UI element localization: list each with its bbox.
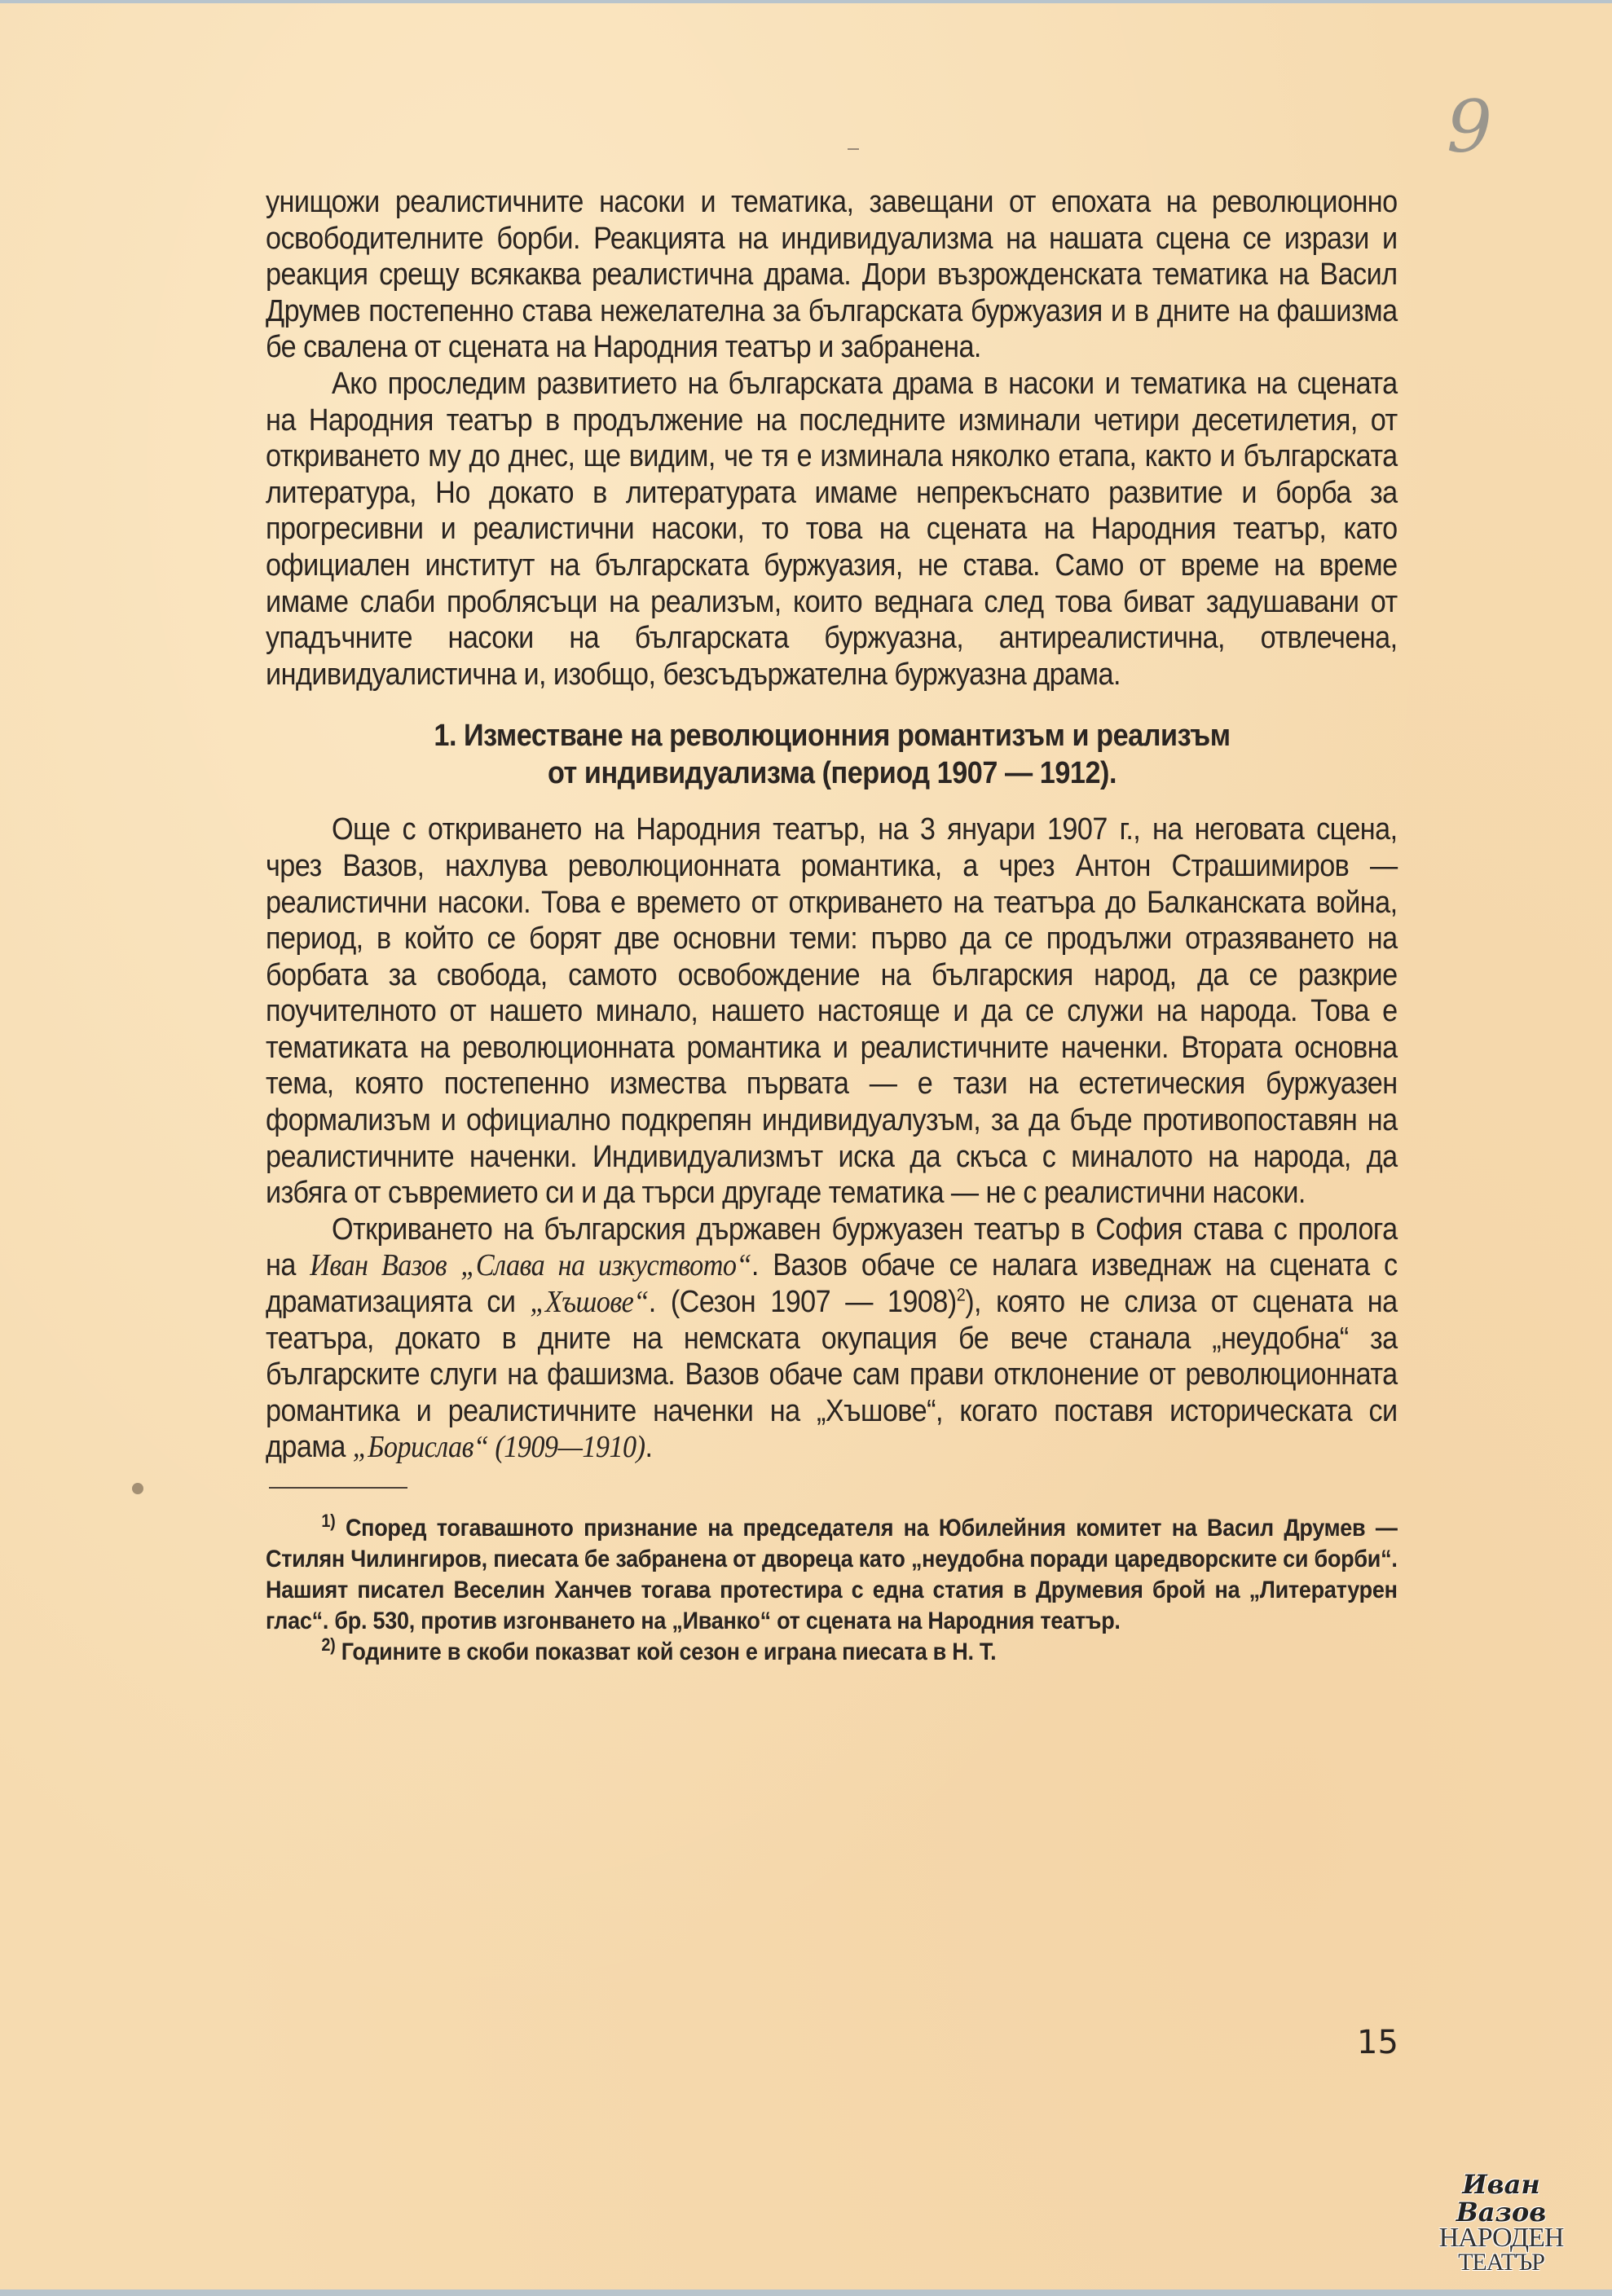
text-run: Откриването на българския държавен буржуазен театър в София става с пролога на bbox=[266, 1212, 1398, 1283]
top-tick-mark bbox=[848, 148, 859, 150]
section-heading-line: от индивидуализма (период 1907 — 1912). bbox=[547, 756, 1117, 791]
footnote-text: Годините в скоби показват кой сезон е играна пиесата в Н. Т. bbox=[335, 1638, 997, 1665]
footnote-ref: 2 bbox=[956, 1284, 966, 1305]
footnote-divider bbox=[269, 1487, 407, 1489]
footnote-text: Според тогавашното признание на председателя на Юбилейния комитет на Васил Друмев — Стилян Чилингиров, пиесата бе забранена от двореца като „неудобна поради царедворските си борби“. Нашият писател Веселин Ханчев тогава протестира с една статия в Друмевия брой на „Литературен глас“. бр. 530, против изгонването на „Иванко“ от сцената на Народния театър. bbox=[266, 1515, 1398, 1634]
page-number: 15 bbox=[1357, 2024, 1398, 2061]
section-heading-line: 1. Изместване на революционния романтизъм и реализъм bbox=[434, 719, 1231, 754]
text-run: . bbox=[645, 1430, 653, 1465]
work-title: „Хъшове“ bbox=[530, 1285, 649, 1320]
author-name: Иван Вазов bbox=[310, 1248, 447, 1283]
work-title: „Борислав“ (1909—1910) bbox=[352, 1430, 645, 1465]
logo-signature: Иван Вазов bbox=[1456, 2169, 1547, 2228]
footnote-mark: 2) bbox=[321, 1634, 336, 1655]
body-text bbox=[266, 184, 1398, 1668]
footnotes bbox=[266, 1513, 1398, 1668]
paragraph: Ако проследим развитието на българската драма в насоки и тематика на сцената на Народния театър в продължение на последните изминали четири десетилетия, от откриването му до днес, ще видим, че тя е изминала няколко етапа, както и българската литература, Но докато в литературата имаме непрекъснато развитие и борба за прогресивни и реалистични насоки, то това на сцената на Народния театър, като официален институт на българската буржуазия, не става. Само от време на време имаме слаби проблясъци на реализъм, които веднага след това биват задушавани от упадъчните насоки на българската буржуазна, антиреалистична, отвлечена, индивидуалистична и, изобщо, безсъдържателна буржуазна драма. bbox=[266, 366, 1398, 692]
footnote bbox=[266, 1513, 1398, 1637]
work-title: „Слава на изкуството“ bbox=[460, 1248, 751, 1283]
text-run: ), която не слиза от сцената на театъра, докато в дните на немската окупация бе вече станала „неудобна“ за българските слуги на фашизма. Вазов обаче сам прави отклонение от революционната романтика и реалистичните наченки на „Хъшове“, когато поставя историческата си драма bbox=[266, 1285, 1398, 1465]
footnote bbox=[266, 1634, 1398, 1668]
national-theatre-logo bbox=[1428, 2171, 1575, 2275]
paper-speck bbox=[132, 1483, 143, 1494]
section-heading bbox=[323, 717, 1342, 792]
logo-text: НАРОДЕН bbox=[1438, 2223, 1564, 2253]
paragraph-continued: унищожи реалистичните насоки и тематика, завещани от епохата на революционно освободителните борби. Реакцията на индивидуализма на нашата сцена се изрази и реакция срещу всякаква реалистична драма. Дори възрожденската тематика на Васил Друмев постепенно става нежелателна за българската буржуазия и в дните на фашизма бе свалена от сцената на Народния театър и забранена. bbox=[266, 185, 1398, 365]
text-run bbox=[447, 1248, 460, 1282]
footnote-mark: 1) bbox=[321, 1511, 336, 1531]
document-page bbox=[0, 3, 1612, 2289]
logo-text: ТЕАТЪР bbox=[1458, 2249, 1544, 2276]
text-run: . (Сезон 1907 — 1908) bbox=[648, 1285, 957, 1320]
text-run: . Вазов обаче се налага изведнаж на сцената с драматизацията си bbox=[266, 1248, 1398, 1320]
pencil-page-annotation: 9 bbox=[1447, 85, 1492, 169]
vazov-paragraph bbox=[266, 1212, 1398, 1466]
paragraph: Още с откриването на Народния театър, на 3 януари 1907 г., на неговата сцена, чрез Вазов, нахлува революционната романтика, а чрез Антон Страшимиров — реалистични насоки. Това е времето от откриването на театъра до Балканската война, период, в който се борят две основни теми: първо да се продължи отразяването на борбата за свобода, самото освобождение на българския народ, да се разкрие поучителното от нашето минало, нашето настояще и да се служи на народа. Това е тематиката на революционната романтика и реалистичните наченки. Втората основна тема, която постепенно измества първата — е тази на естетическия буржуазен формализъм и официално подкрепян индивидуалузъм, за да бъде противопоставян на реалистичните наченки. Индивидуализмът иска да скъса с миналото на народа, да избяга от съвремието си и да търси другаде тематика — не с реалистични насоки. bbox=[266, 812, 1398, 1211]
